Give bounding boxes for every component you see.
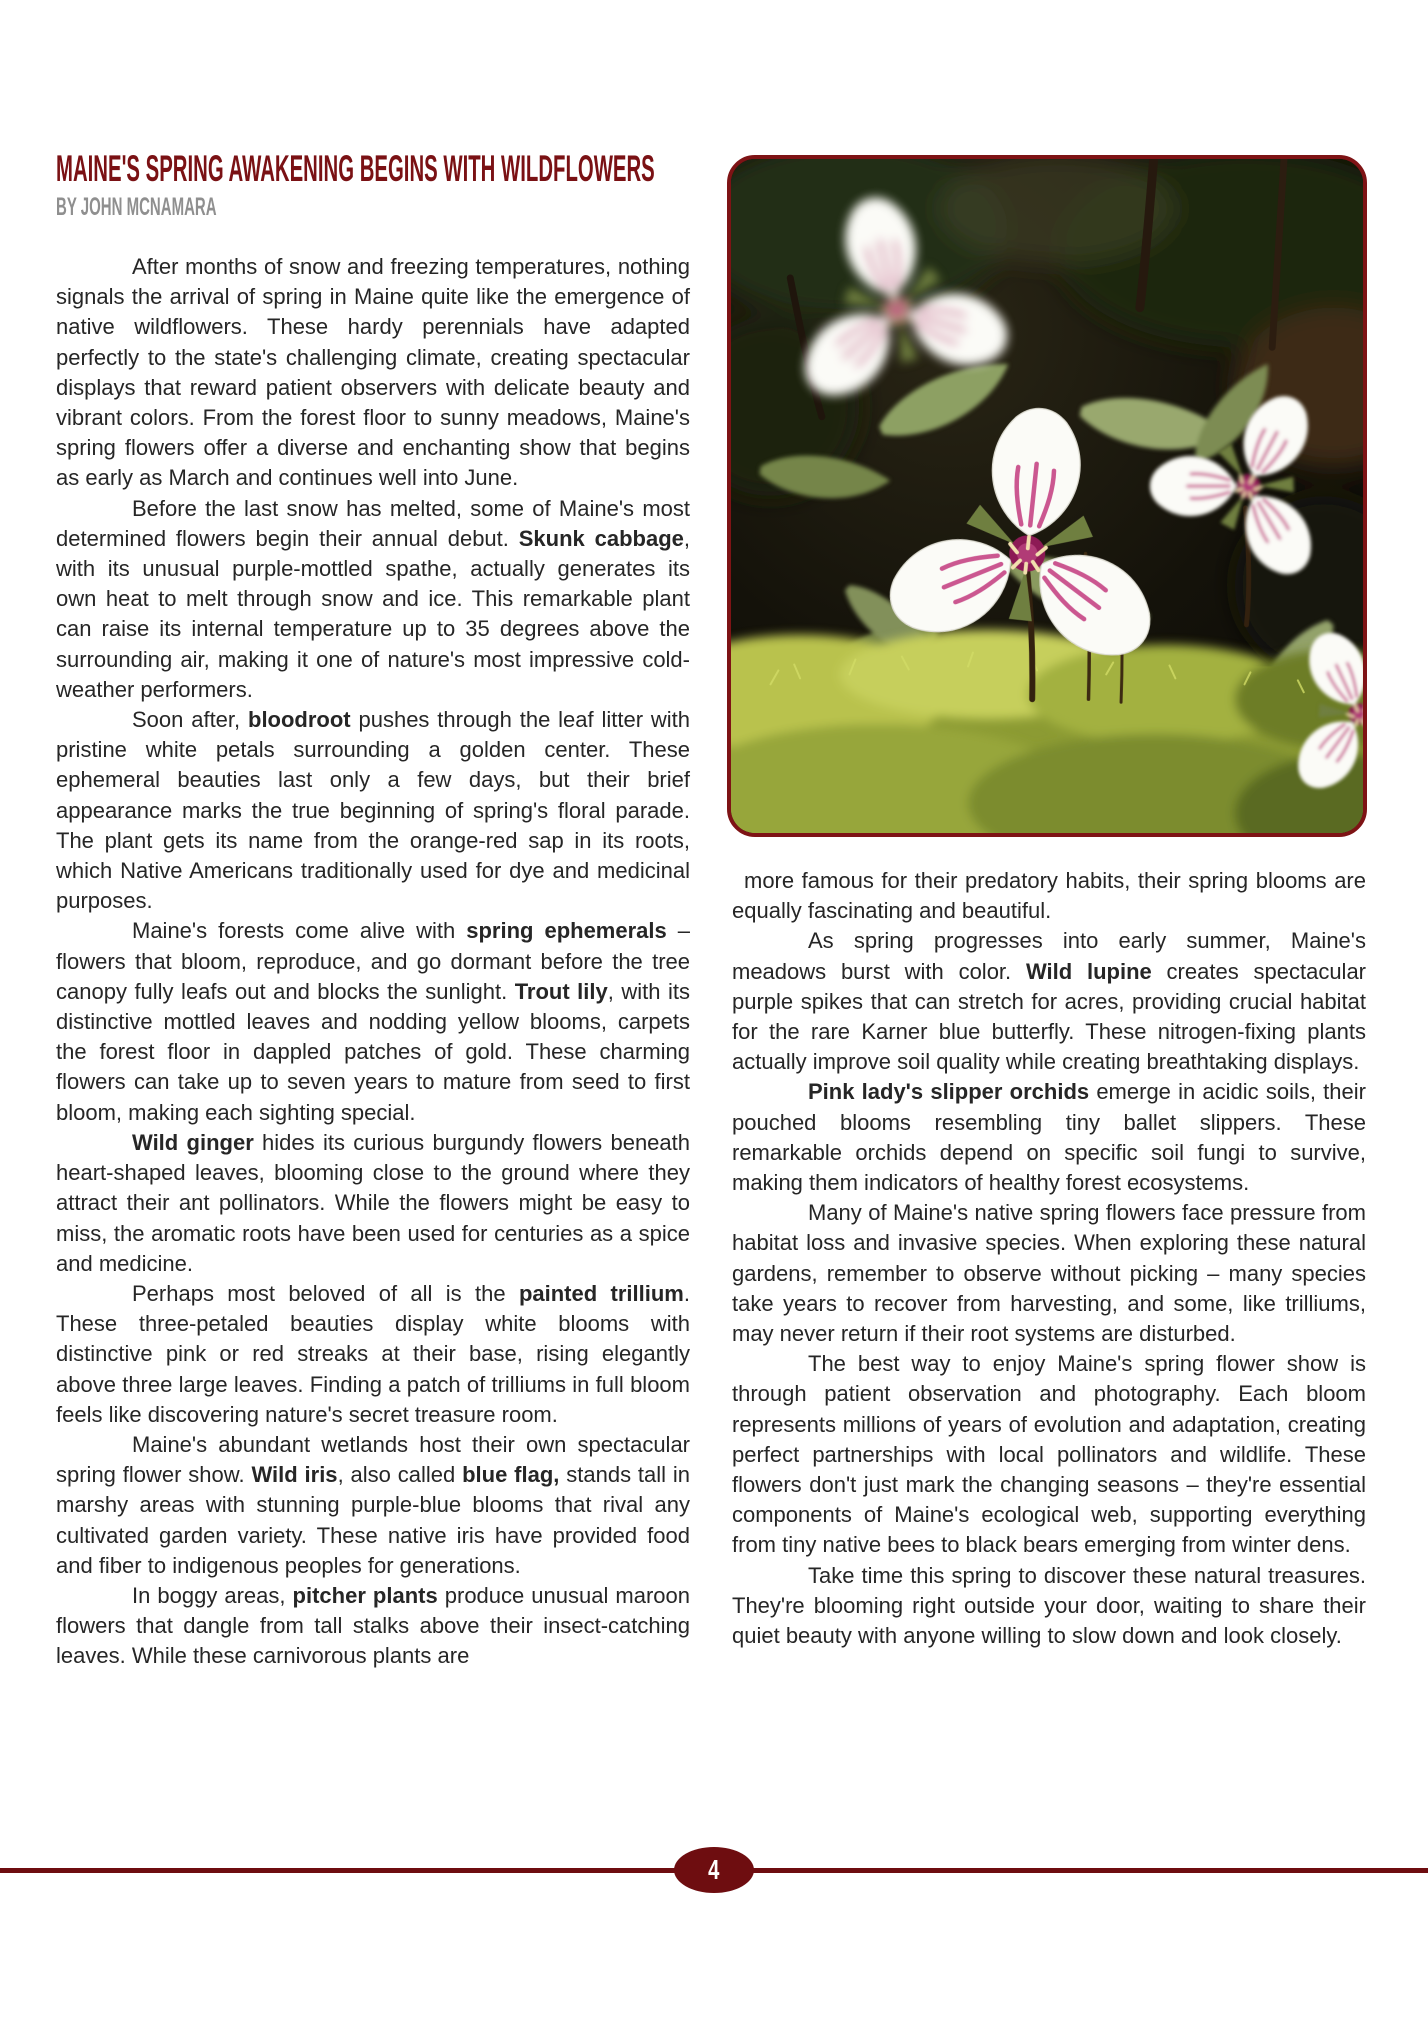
article-title: MAINE'S SPRING AWAKENING BEGINS WITH WILDFLOWERS xyxy=(56,148,655,189)
article-column-right xyxy=(732,866,1366,1651)
article-column-left xyxy=(56,252,690,1672)
trillium-photo xyxy=(727,155,1367,837)
article-byline: BY JOHN MCNAMARA xyxy=(56,193,217,221)
article-paragraph: The best way to enjoy Maine's spring flower show is through patient observation and photography. Each bloom represents millions of years of evolution and adaptation, creating perfect partnerships with local pollinators and wildlife. These flowers don't just mark the changing seasons – they're essential components of Maine's ecological web, supporting everything from tiny native bees to black bears emerging from winter dens. xyxy=(732,1351,1366,1558)
article-paragraph: more famous for their predatory habits, their spring blooms are equally fascinating and beautiful. xyxy=(732,868,1366,924)
article-paragraph: Before the last snow has melted, some of Maine's most determined flowers begin their annual debut. Skunk cabbage, with its unusual purple-mottled spathe, actually generates its own heat to melt through snow and ice. This remarkable plant can raise its internal temperature up to 35 degrees above the surrounding air, making it one of nature's most impressive cold-weather performers. xyxy=(56,495,691,702)
article-paragraph: Maine's forests come alive with spring ephemerals – flowers that bloom, reproduce, and go dormant before the tree canopy fully leafs out and blocks the sunlight. Trout lily, with its distinctive mottled leaves and nodding yellow blooms, carpets the forest floor in dappled patches of gold. These charming flowers can take up to seven years to mature from seed to first bloom, making each sighting special. xyxy=(56,918,690,1125)
article-paragraph: In boggy areas, pitcher plants produce unusual maroon flowers that dangle from tall stalks above their insect-catching leaves. While these carnivorous plants are xyxy=(56,1582,690,1669)
page-number-badge xyxy=(674,1847,754,1893)
article-paragraph: Pink lady's slipper orchids emerge in acidic soils, their pouched blooms resembling tiny ballet slippers. These remarkable orchids depend on specific soil fungi to survive, making them indicators of healthy forest ecosystems. xyxy=(732,1079,1366,1196)
article-paragraph: Perhaps most beloved of all is the painted trillium. These three-petaled beauties display white blooms with distinctive pink or red streaks at their base, rising elegantly above three large leaves. Finding a patch of trilliums in full bloom feels like discovering nature's secret treasure room. xyxy=(56,1280,690,1427)
trillium-photo-illustration xyxy=(731,159,1363,833)
article-paragraph: Maine's abundant wetlands host their own spectacular spring flower show. Wild iris, also called blue flag, stands tall in marshy areas with stunning purple-blue blooms that rival any cultivated garden variety. These native iris have provided food and fiber to indigenous peoples for generations. xyxy=(56,1431,691,1578)
article-paragraph: As spring progresses into early summer, Maine's meadows burst with color. Wild lupine creates spectacular purple spikes that can stretch for acres, providing crucial habitat for the rare Karner blue butterfly. These nitrogen-fixing plants actually improve soil quality while creating breathtaking displays. xyxy=(732,928,1366,1075)
page-number: 4 xyxy=(708,1854,720,1885)
article-paragraph: Soon after, bloodroot pushes through the leaf litter with pristine white petals surrounding a golden center. These ephemeral beauties last only a few days, but their brief appearance marks the true beginning of spring's floral parade. The plant gets its name from the orange-red sap in its roots, which Native Americans traditionally used for dye and medicinal purposes. xyxy=(56,707,691,914)
article-paragraph: Take time this spring to discover these natural treasures. They're blooming right outside your door, waiting to share their quiet beauty with anyone willing to slow down and look closely. xyxy=(732,1562,1366,1649)
article-paragraph: After months of snow and freezing temperatures, nothing signals the arrival of spring in Maine quite like the emergence of native wildflowers. These hardy perennials have adapted perfectly to the state's challenging climate, creating spectacular displays that reward patient observers with delicate beauty and vibrant colors. From the forest floor to sunny meadows, Maine's spring flowers offer a diverse and enchanting show that begins as early as March and continues well into June. xyxy=(56,254,690,491)
article-paragraph: Many of Maine's native spring flowers face pressure from habitat loss and invasive species. When exploring these natural gardens, remember to observe without picking – many species take years to recover from harvesting, and some, like trilliums, may never return if their root systems are disturbed. xyxy=(732,1200,1366,1347)
article-paragraph: Wild ginger hides its curious burgundy flowers beneath heart-shaped leaves, blooming close to the ground where they attract their ant pollinators. While the flowers might be easy to miss, the aromatic roots have been used for centuries as a spice and medicine. xyxy=(56,1129,690,1276)
